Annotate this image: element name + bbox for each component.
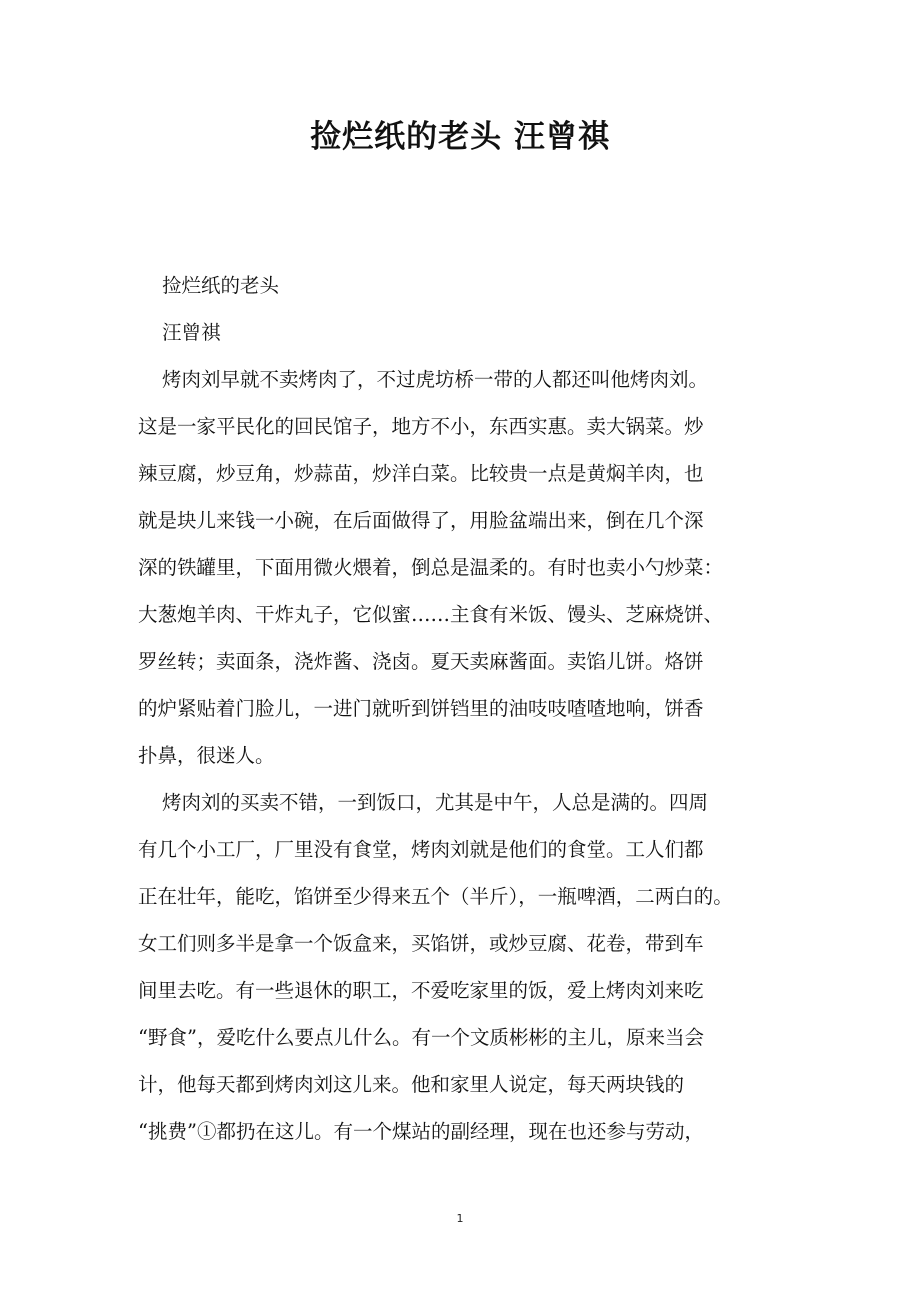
text-line: 罗丝转；卖面条，浇炸酱、浇卤。夏天卖麻酱面。卖馅儿饼。烙饼: [138, 650, 704, 673]
text-line: 间里去吃。有一些退休的职工，不爱吃家里的饭，爱上烤肉刘来吃: [138, 979, 704, 1002]
text-line: 辣豆腐，炒豆角，炒蒜苗，炒洋白菜。比较贵一点是黄焖羊肉，也: [138, 462, 704, 485]
text-line: 女工们则多半是拿一个饭盒来，买馅饼，或炒豆腐、花卷，带到车: [138, 932, 704, 955]
page-number: 1: [456, 1212, 464, 1225]
text-line: 深的铁罐里，下面用微火煨着，倒总是温柔的。有时也卖小勺炒菜：: [138, 556, 724, 579]
text-line: 汪曾祺: [162, 321, 221, 344]
text-line: 正在壮年，能吃，馅饼至少得来五个（半斤），一瓶啤酒，二两白的。: [138, 885, 733, 908]
text-line: “野食”，爱吃什么要点儿什么。有一个文质彬彬的主儿，原来当会: [138, 1026, 704, 1049]
text-line: 这是一家平民化的回民馆子，地方不小，东西实惠。卖大锅菜。炒: [138, 415, 704, 438]
text-line: 有几个小工厂，厂里没有食堂，烤肉刘就是他们的食堂。工人们都: [138, 838, 704, 861]
text-line: 烤肉刘的买卖不错，一到饭口，尤其是中午，人总是满的。四周: [162, 791, 709, 814]
document-body: [138, 262, 788, 1155]
text-line: 大葱炮羊肉、干炸丸子，它似蜜……主食有米饭、馒头、芝麻烧饼、: [138, 603, 724, 626]
document-title: 捡烂纸的老头 汪曾祺: [310, 119, 610, 155]
text-line: 就是块儿来钱一小碗，在后面做得了，用脸盆端出来，倒在几个深: [138, 509, 704, 532]
text-line: 捡烂纸的老头: [162, 274, 280, 297]
text-line: 扑鼻，很迷人。: [138, 744, 275, 767]
text-line: “挑费”①都扔在这儿。有一个煤站的副经理，现在也还参与劳动，: [138, 1120, 704, 1143]
text-line: 计，他每天都到烤肉刘这儿来。他和家里人说定，每天两块钱的: [138, 1073, 685, 1096]
text-line: 的炉紧贴着门脸儿，一进门就听到饼铛里的油吱吱喳喳地响，饼香: [138, 697, 704, 720]
text-line: 烤肉刘早就不卖烤肉了，不过虎坊桥一带的人都还叫他烤肉刘。: [162, 368, 709, 391]
